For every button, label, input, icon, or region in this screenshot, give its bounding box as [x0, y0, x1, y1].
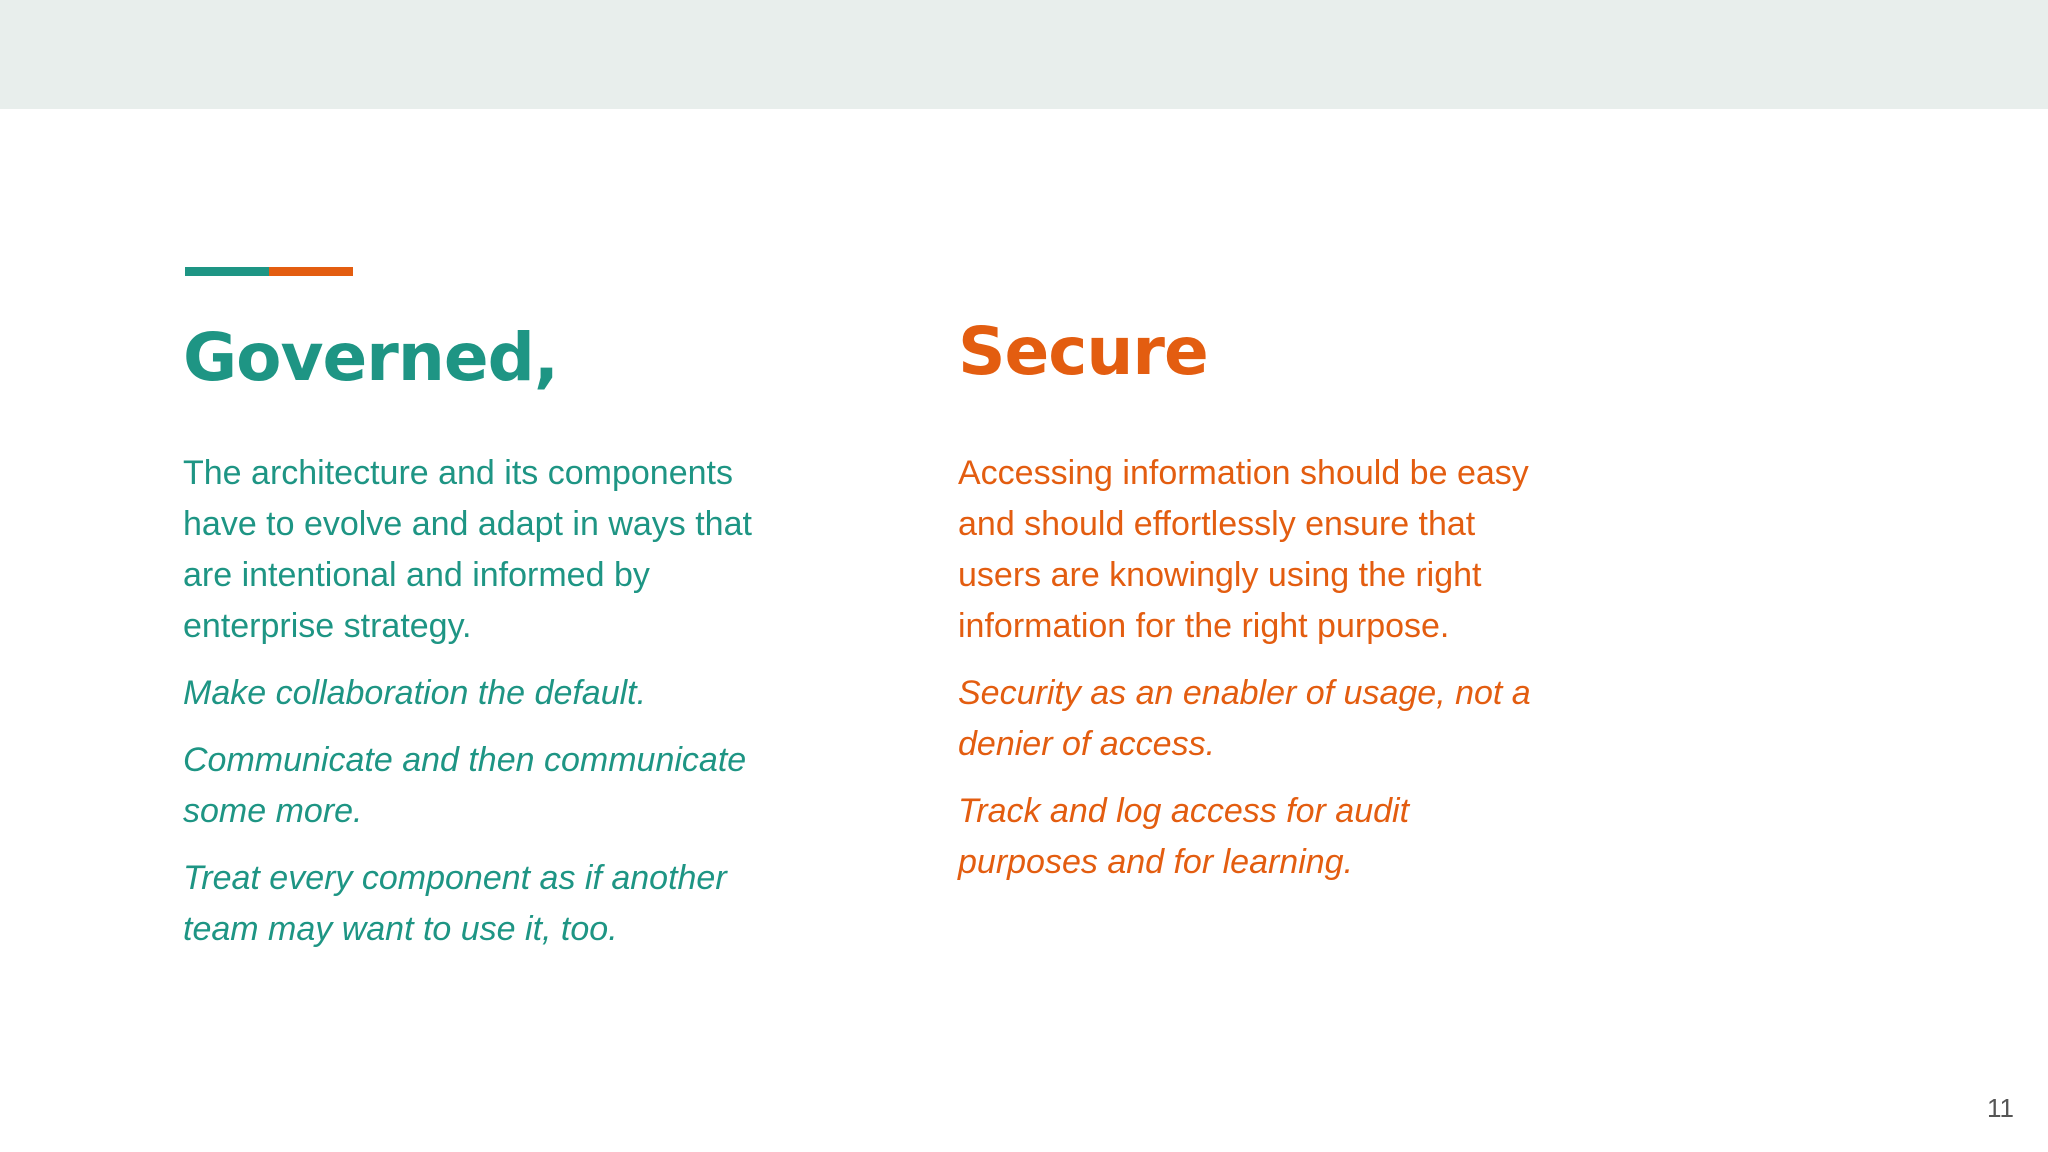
secure-point-audit: Track and log access for audit purposes and for learning. — [958, 792, 1410, 881]
secure-heading: Secure — [958, 313, 1208, 390]
governed-body — [183, 448, 773, 955]
accent-bar — [185, 267, 353, 276]
secure-body — [958, 448, 1558, 888]
governed-point-communicate: Communicate and then communicate some more. — [183, 741, 747, 830]
accent-bar-orange — [269, 267, 353, 276]
governed-point-collaboration: Make collaboration the default. — [183, 674, 647, 712]
secure-point-enabler: Security as an enabler of usage, not a denier of access. — [958, 674, 1531, 763]
governed-description: The architecture and its components have to evolve and adapt in ways that are intentional and informed by enterprise strategy. — [183, 454, 752, 645]
governed-heading: Governed, — [183, 319, 558, 396]
page-number: 11 — [1987, 1093, 2014, 1123]
governed-point-reuse: Treat every component as if another team may want to use it, too. — [183, 859, 727, 948]
secure-column — [958, 310, 1558, 904]
top-band — [0, 0, 2048, 109]
governed-column — [183, 316, 773, 971]
accent-bar-teal — [185, 267, 269, 276]
secure-description: Accessing information should be easy and should effortlessly ensure that users are knowingly using the right information for the right purpose. — [958, 454, 1529, 645]
